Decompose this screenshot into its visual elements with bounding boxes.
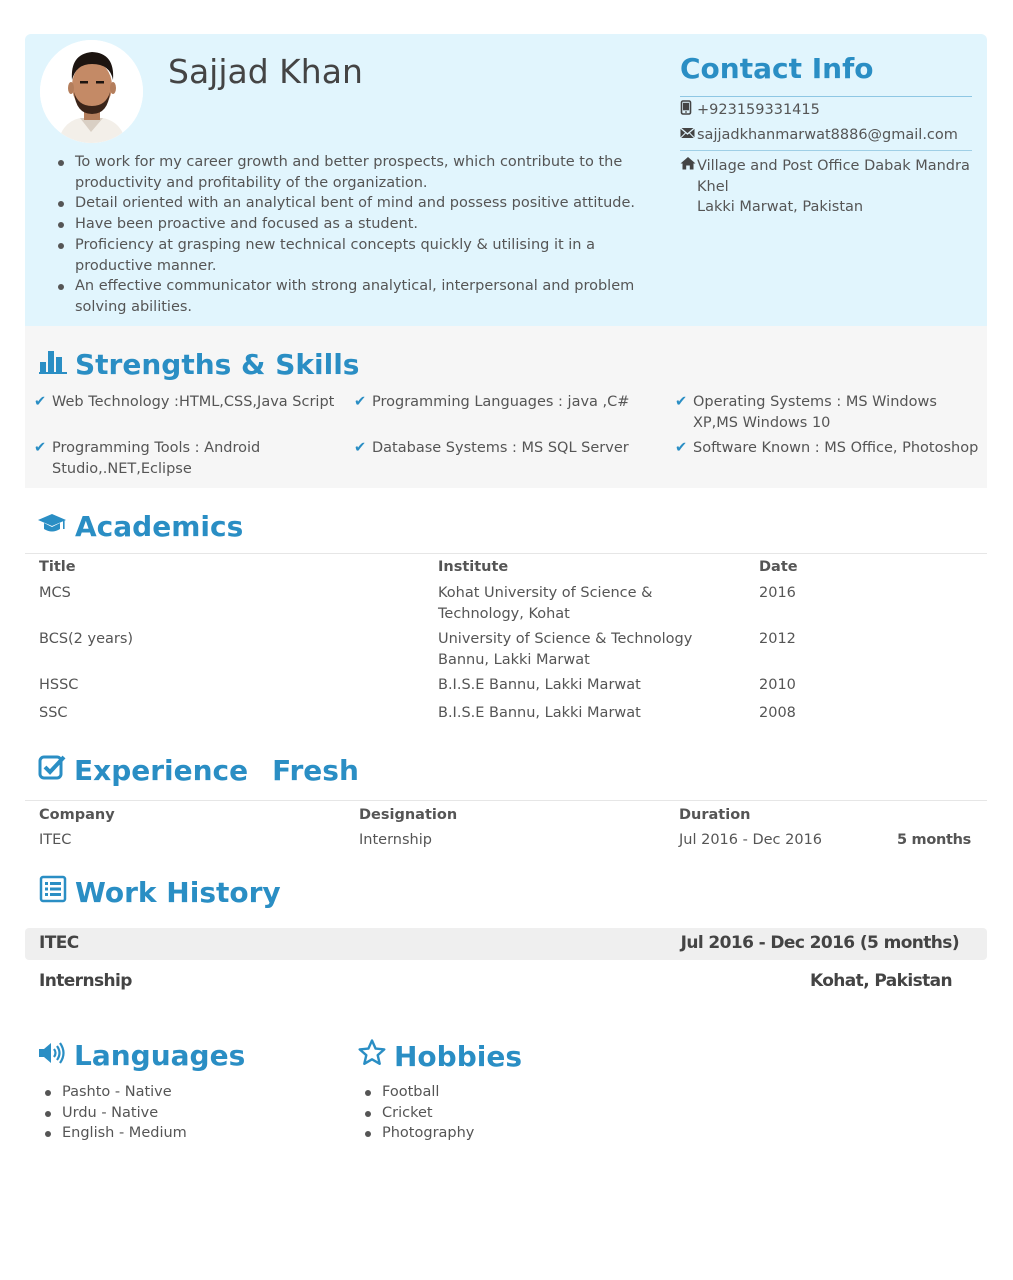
skill-item <box>34 392 344 413</box>
column-header-title: Title <box>39 559 76 575</box>
skills-title <box>39 348 359 381</box>
academic-date-cell: 2012 <box>759 631 796 647</box>
skill-item <box>675 392 955 433</box>
hobbies-list <box>382 1082 474 1144</box>
candidate-name: Sajjad Khan <box>168 52 363 91</box>
mobile-phone-icon <box>680 100 697 122</box>
language-item: Pashto - Native <box>62 1082 187 1103</box>
star-outline-icon <box>358 1039 386 1073</box>
address-line: Khel <box>697 178 729 195</box>
skill-item <box>354 392 664 413</box>
contact-divider <box>680 150 972 151</box>
skill-text: Programming Languages : java ,C# <box>372 394 630 410</box>
address-text <box>697 156 970 218</box>
skill-item <box>354 438 664 459</box>
experience-title-text: Experience <box>74 754 249 787</box>
column-header-company: Company <box>39 807 115 823</box>
skill-text: Software Known : MS Office, Photoshop <box>693 440 979 456</box>
objective-item: An effective communicator with strong analytical, interpersonal and problem solving abilities. <box>75 276 635 317</box>
home-icon <box>680 156 697 218</box>
academic-institute-cell: Kohat University of Science & Technology, Kohat <box>438 585 653 622</box>
graduation-cap-icon <box>37 510 67 543</box>
languages-list <box>62 1082 187 1144</box>
column-header-duration: Duration <box>679 807 751 823</box>
academic-date-cell: 2016 <box>759 585 796 601</box>
volume-up-icon <box>38 1039 66 1072</box>
academics-title <box>37 510 243 543</box>
envelope-icon <box>680 125 697 146</box>
academic-title-cell: MCS <box>39 585 71 601</box>
work-history-title <box>39 875 281 910</box>
email-address[interactable]: sajjadkhanmarwat8886@gmail.com <box>697 127 958 143</box>
hobby-item: Photography <box>382 1123 474 1144</box>
skill-text: Web Technology :HTML,CSS,Java Script <box>52 394 335 410</box>
experience-title <box>38 753 359 788</box>
column-header-designation: Designation <box>359 807 458 823</box>
checkmark-icon: ✔ <box>675 440 688 456</box>
checkmark-icon: ✔ <box>354 394 367 410</box>
phone-number[interactable]: +923159331415 <box>697 102 820 118</box>
language-item: English - Medium <box>62 1123 187 1144</box>
objective-item: To work for my career growth and better prospects, which contribute to the productivity and profitability of the organization. <box>75 152 635 193</box>
skill-item <box>675 438 980 459</box>
checkmark-icon: ✔ <box>34 394 47 410</box>
academic-title-cell: HSSC <box>39 677 79 693</box>
skill-text: Operating Systems : MS Windows XP,MS Windows 10 <box>693 394 937 431</box>
checkmark-icon: ✔ <box>354 440 367 456</box>
checkmark-icon: ✔ <box>34 440 47 456</box>
address-line: Lakki Marwat, Pakistan <box>697 199 864 216</box>
column-header-institute: Institute <box>438 559 509 575</box>
academic-institute-cell: B.I.S.E Bannu, Lakki Marwat <box>438 677 641 693</box>
section-divider <box>25 800 987 801</box>
work-history-company: ITEC <box>39 933 79 953</box>
academics-title-text: Academics <box>75 510 244 543</box>
skills-title-text: Strengths & Skills <box>75 348 360 381</box>
experience-designation-cell: Internship <box>359 832 432 848</box>
address-line: Village and Post Office Dabak Mandra <box>697 158 970 174</box>
objective-item: Proficiency at grasping new technical concepts quickly & utilising it in a productive manner. <box>75 235 635 276</box>
header-panel <box>25 34 987 326</box>
experience-length-cell: 5 months <box>896 832 971 848</box>
contact-divider <box>680 96 972 97</box>
languages-title <box>38 1039 245 1072</box>
languages-title-text: Languages <box>74 1039 246 1072</box>
list-alt-icon <box>39 875 67 910</box>
objective-item: Detail oriented with an analytical bent of mind and possess positive attitude. <box>75 193 635 214</box>
contact-phone <box>680 100 820 122</box>
language-item: Urdu - Native <box>62 1103 187 1124</box>
academic-date-cell: 2010 <box>759 677 796 693</box>
academic-title-cell: SSC <box>39 705 68 721</box>
experience-company-cell: ITEC <box>39 832 72 848</box>
work-history-role: Internship <box>39 971 132 991</box>
column-header-date: Date <box>759 559 798 575</box>
contact-address <box>680 156 970 218</box>
academic-institute-cell: University of Science & Technology Bannu, Lakki Marwat <box>438 631 693 668</box>
objective-item: Have been proactive and focused as a student. <box>75 214 635 235</box>
hobbies-title-text: Hobbies <box>394 1039 523 1073</box>
profile-photo <box>40 40 143 143</box>
skill-item <box>34 438 304 479</box>
skill-text: Programming Tools : Android Studio,.NET,Eclipse <box>52 440 261 477</box>
hobby-item: Football <box>382 1082 474 1103</box>
bar-chart-icon <box>39 348 67 381</box>
work-history-title-text: Work History <box>75 876 281 909</box>
academic-title-cell: BCS(2 years) <box>39 631 134 647</box>
section-divider <box>25 553 987 554</box>
experience-duration-cell: Jul 2016 - Dec 2016 <box>679 832 823 848</box>
skill-text: Database Systems : MS SQL Server <box>372 440 629 456</box>
contact-info-title: Contact Info <box>680 52 874 85</box>
hobby-item: Cricket <box>382 1103 474 1124</box>
contact-email <box>680 125 958 146</box>
work-history-location: Kohat, Pakistan <box>809 971 952 991</box>
academic-institute-cell: B.I.S.E Bannu, Lakki Marwat <box>438 705 641 721</box>
checkmark-icon: ✔ <box>675 394 688 410</box>
academic-date-cell: 2008 <box>759 705 796 721</box>
objectives-list <box>75 152 635 318</box>
work-history-period: Jul 2016 - Dec 2016 (5 months) <box>680 933 959 953</box>
check-square-icon <box>38 753 66 788</box>
experience-status: Fresh <box>272 754 359 787</box>
hobbies-title <box>358 1039 522 1073</box>
